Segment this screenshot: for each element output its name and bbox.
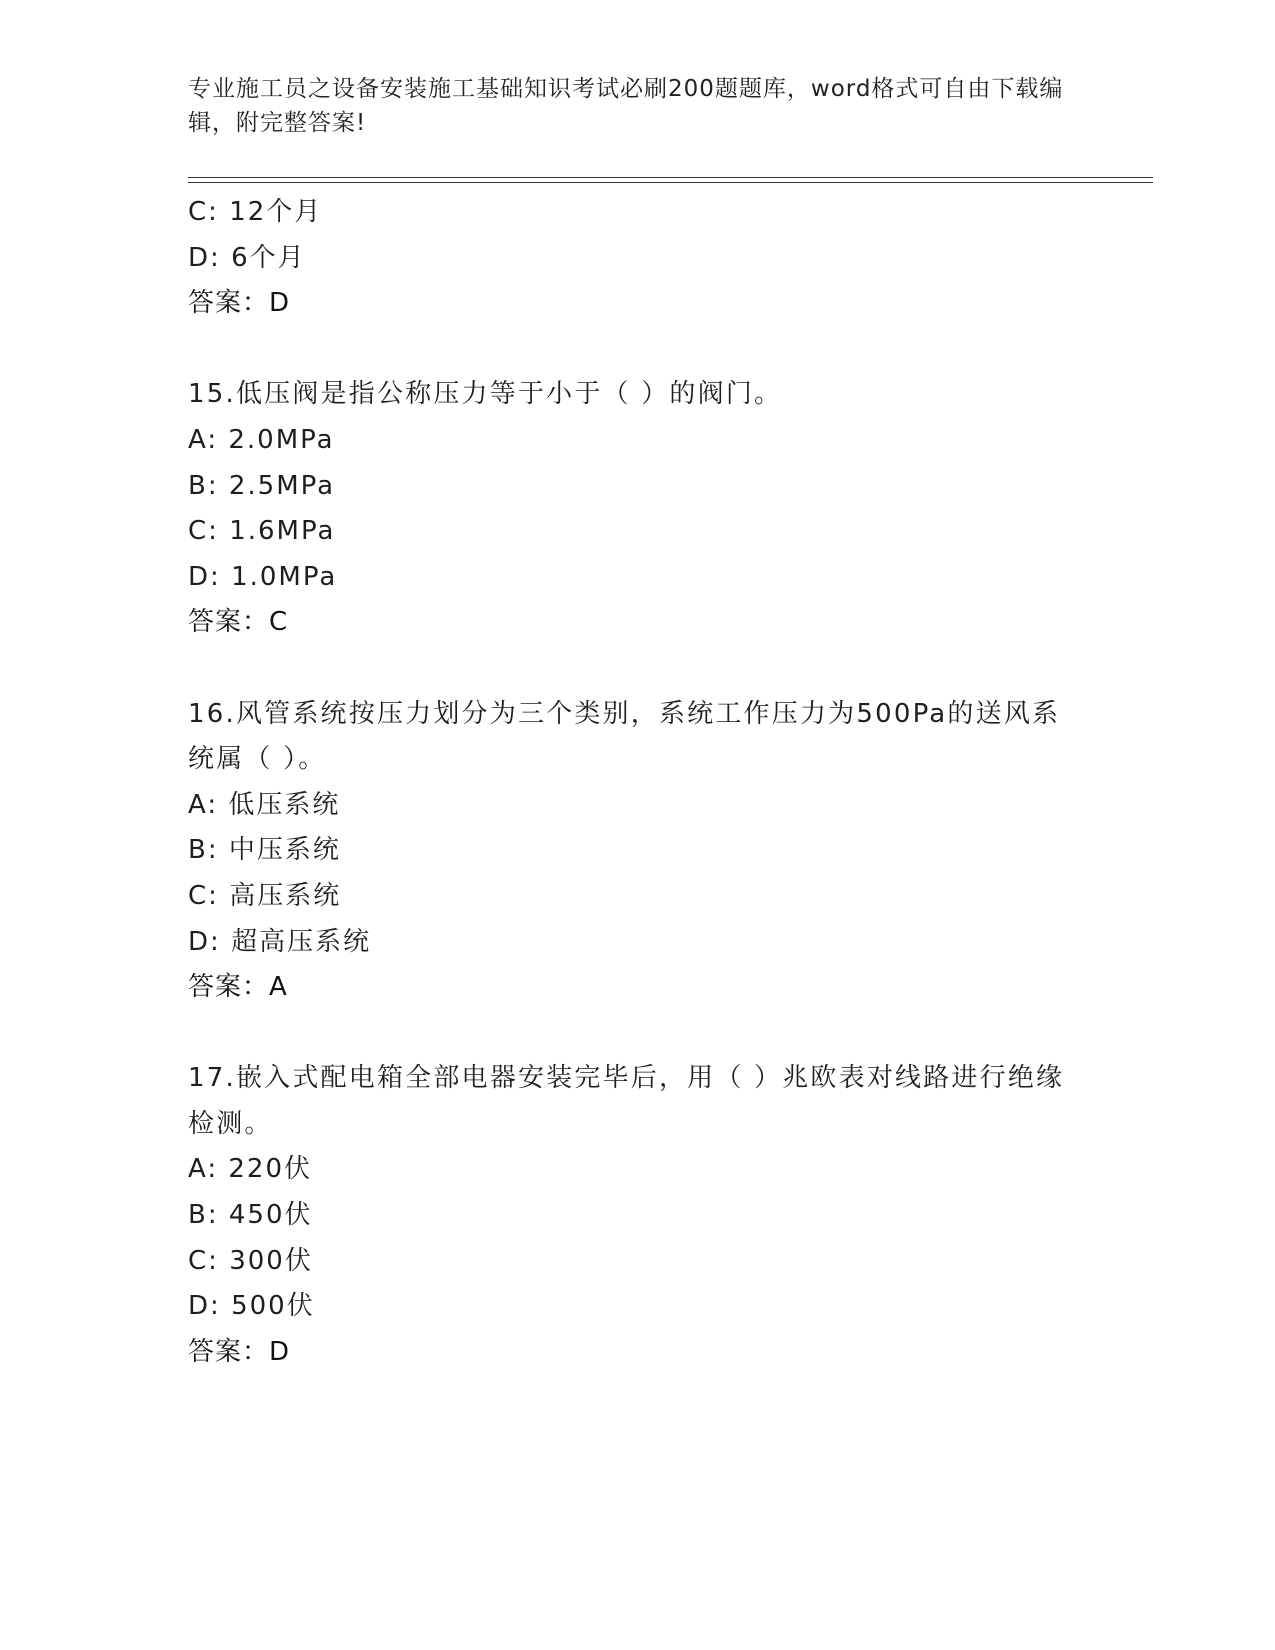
option-letter: A bbox=[188, 424, 208, 455]
option-b bbox=[188, 828, 1088, 874]
option-text: 450伏 bbox=[228, 1200, 313, 1231]
option-letter: C bbox=[188, 197, 209, 227]
option-a bbox=[188, 418, 1088, 464]
option-letter: B bbox=[188, 835, 208, 866]
answer-line: 答案：D bbox=[188, 1336, 291, 1367]
option-a bbox=[188, 783, 1088, 829]
question-text: 17.嵌入式配电箱全部电器安装完毕后，用（ ）兆欧表对线路进行绝缘检测。 bbox=[188, 1063, 1065, 1139]
option-d bbox=[188, 1284, 1088, 1330]
answer-line: 答案：A bbox=[188, 972, 288, 1003]
option-text: 1.0MPa bbox=[231, 561, 338, 592]
option-b bbox=[188, 464, 1088, 510]
header-divider-top bbox=[188, 177, 1153, 178]
option-separator: : bbox=[208, 516, 219, 547]
question-text: 16.风管系统按压力划分为三个类别，系统工作压力为500Pa的送风系统属（ ）。 bbox=[188, 698, 1061, 775]
option-separator: : bbox=[210, 1291, 221, 1322]
option-letter: D bbox=[188, 926, 211, 957]
answer-line: 答案：C bbox=[188, 607, 289, 638]
option-separator: : bbox=[207, 789, 219, 820]
option-text: 高压系统 bbox=[229, 880, 342, 911]
option-separator: : bbox=[208, 880, 219, 911]
option-letter: C bbox=[188, 880, 209, 911]
option-text: 超高压系统 bbox=[231, 926, 372, 957]
option-text: 500伏 bbox=[231, 1291, 315, 1322]
option-letter: D bbox=[188, 561, 211, 592]
option-separator: : bbox=[210, 242, 221, 273]
option-separator: : bbox=[207, 1154, 219, 1185]
option-separator: : bbox=[207, 424, 219, 455]
option-text: 12个月 bbox=[229, 197, 323, 227]
question-block bbox=[188, 1056, 1088, 1375]
option-letter: A bbox=[188, 789, 208, 820]
option-d bbox=[188, 920, 1088, 966]
option-letter: B bbox=[188, 1200, 208, 1231]
question-block bbox=[188, 372, 1088, 646]
document-title: 专业施工员之设备安装施工基础知识考试必刷200题题库，word格式可自由下载编辑，附完整答案! bbox=[188, 76, 1064, 136]
option-c bbox=[188, 190, 1088, 236]
option-d bbox=[188, 236, 1088, 282]
option-text: 1.6MPa bbox=[229, 516, 336, 547]
option-letter: A bbox=[188, 1154, 208, 1185]
option-c bbox=[188, 874, 1088, 920]
option-separator: : bbox=[207, 835, 219, 866]
option-separator: : bbox=[210, 561, 221, 592]
header-divider-bottom bbox=[188, 182, 1153, 183]
option-letter: C bbox=[188, 1245, 209, 1276]
option-letter: B bbox=[188, 470, 208, 501]
option-separator: : bbox=[208, 1245, 219, 1276]
option-text: 300伏 bbox=[229, 1245, 313, 1276]
question-list bbox=[188, 190, 1088, 1375]
option-separator: : bbox=[208, 197, 219, 227]
option-c bbox=[188, 509, 1088, 555]
option-d bbox=[188, 555, 1088, 601]
option-text: 6个月 bbox=[231, 242, 306, 273]
option-letter: D bbox=[188, 242, 211, 273]
option-letter: C bbox=[188, 516, 209, 547]
option-a bbox=[188, 1147, 1088, 1193]
option-text: 2.0MPa bbox=[228, 424, 335, 455]
option-text: 中压系统 bbox=[228, 835, 341, 866]
option-separator: : bbox=[210, 926, 221, 957]
question-text: 15.低压阀是指公称压力等于小于（ ）的阀门。 bbox=[188, 379, 783, 410]
question-block bbox=[188, 692, 1088, 1011]
option-separator: : bbox=[207, 1200, 219, 1231]
option-b bbox=[188, 1193, 1088, 1239]
option-letter: D bbox=[188, 1291, 211, 1322]
option-text: 2.5MPa bbox=[228, 470, 336, 501]
option-c bbox=[188, 1239, 1088, 1285]
option-text: 低压系统 bbox=[228, 789, 341, 820]
option-text: 220伏 bbox=[228, 1154, 313, 1185]
answer-line: 答案：D bbox=[188, 288, 291, 319]
partial-question bbox=[188, 190, 1088, 327]
option-separator: : bbox=[207, 470, 219, 501]
document-header bbox=[188, 72, 1078, 140]
